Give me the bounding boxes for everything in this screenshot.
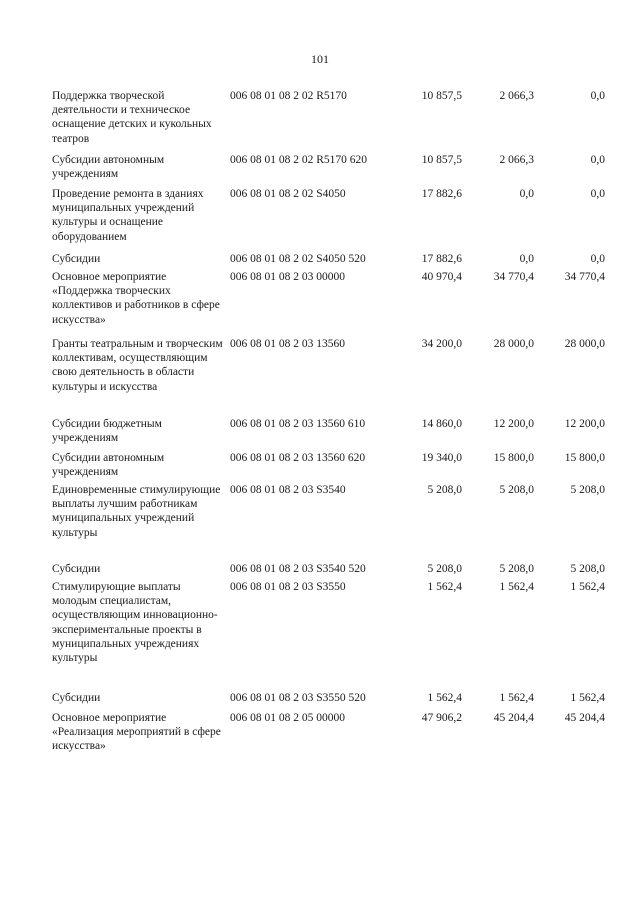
row-value-1: 17 882,6 bbox=[421, 188, 462, 200]
row-code: 006 08 01 08 2 03 00000 bbox=[230, 271, 345, 283]
row-value-3: 0,0 bbox=[590, 188, 605, 200]
row-value-3: 34 770,4 bbox=[564, 271, 605, 283]
row-name: Субсидии bbox=[52, 253, 101, 265]
row-value-2: 28 000,0 bbox=[493, 338, 534, 350]
row-value-2: 15 800,0 bbox=[493, 452, 534, 464]
row-name: Поддержка творческой деятельности и техническое оснащение детских и кукольных театров bbox=[52, 90, 212, 145]
row-value-2: 0,0 bbox=[519, 188, 534, 200]
row-value-2: 0,0 bbox=[519, 253, 534, 265]
row-value-2: 34 770,4 bbox=[493, 271, 534, 283]
row-value-3: 0,0 bbox=[590, 90, 605, 102]
row-value-3: 0,0 bbox=[590, 154, 605, 166]
page-number: 101 bbox=[311, 52, 329, 66]
row-value-1: 17 882,6 bbox=[421, 253, 462, 265]
row-code: 006 08 01 08 2 02 S4050 bbox=[230, 188, 346, 200]
row-value-3: 15 800,0 bbox=[564, 452, 605, 464]
row-code: 006 08 01 08 2 03 S3540 bbox=[230, 484, 346, 496]
row-value-3: 5 208,0 bbox=[570, 563, 605, 575]
row-name: Субсидии автономным учреждениям bbox=[52, 452, 165, 479]
row-value-1: 1 562,4 bbox=[427, 692, 462, 704]
row-code: 006 08 01 08 2 02 R5170 bbox=[230, 90, 347, 102]
row-name: Проведение ремонта в зданиях муниципальных учреждений культуры и оснащение оборудованием bbox=[52, 188, 204, 243]
row-name: Субсидии bbox=[52, 692, 101, 704]
row-value-3: 0,0 bbox=[590, 253, 605, 265]
row-value-1: 40 970,4 bbox=[421, 271, 462, 283]
row-value-1: 14 860,0 bbox=[421, 418, 462, 430]
row-value-2: 5 208,0 bbox=[499, 563, 534, 575]
row-code: 006 08 01 08 2 05 00000 bbox=[230, 712, 345, 724]
row-value-2: 12 200,0 bbox=[493, 418, 534, 430]
row-code: 006 08 01 08 2 03 13560 620 bbox=[230, 452, 366, 464]
row-name: Субсидии bbox=[52, 563, 101, 575]
row-value-1: 34 200,0 bbox=[421, 338, 462, 350]
row-value-2: 2 066,3 bbox=[499, 90, 534, 102]
row-value-1: 10 857,5 bbox=[421, 154, 462, 166]
row-code: 006 08 01 08 2 02 R5170 620 bbox=[230, 154, 368, 166]
row-name: Гранты театральным и творческим коллективам, осуществляющим свою деятельность в области культуры и искусства bbox=[52, 338, 223, 393]
row-code: 006 08 01 08 2 03 S3540 520 bbox=[230, 563, 366, 575]
row-value-3: 45 204,4 bbox=[564, 712, 605, 724]
row-value-1: 10 857,5 bbox=[421, 90, 462, 102]
row-value-3: 1 562,4 bbox=[570, 692, 605, 704]
row-code: 006 08 01 08 2 03 13560 610 bbox=[230, 418, 366, 430]
row-name: Основное мероприятие «Поддержка творческих коллективов и работников в сфере искусства» bbox=[52, 271, 220, 326]
row-value-2: 5 208,0 bbox=[499, 484, 534, 496]
row-value-1: 1 562,4 bbox=[427, 581, 462, 593]
row-name: Субсидии бюджетным учреждениям bbox=[52, 418, 162, 445]
row-value-3: 28 000,0 bbox=[564, 338, 605, 350]
row-code: 006 08 01 08 2 03 13560 bbox=[230, 338, 345, 350]
row-name: Субсидии автономным учреждениям bbox=[52, 154, 165, 181]
row-value-2: 1 562,4 bbox=[499, 581, 534, 593]
row-code: 006 08 01 08 2 02 S4050 520 bbox=[230, 253, 366, 265]
row-value-3: 5 208,0 bbox=[570, 484, 605, 496]
row-value-1: 19 340,0 bbox=[421, 452, 462, 464]
row-name: Основное мероприятие «Реализация мероприятий в сфере искусства» bbox=[52, 712, 221, 753]
row-value-2: 1 562,4 bbox=[499, 692, 534, 704]
row-value-1: 5 208,0 bbox=[427, 484, 462, 496]
row-code: 006 08 01 08 2 03 S3550 bbox=[230, 581, 346, 593]
row-code: 006 08 01 08 2 03 S3550 520 bbox=[230, 692, 366, 704]
row-value-2: 2 066,3 bbox=[499, 154, 534, 166]
row-value-1: 47 906,2 bbox=[421, 712, 462, 724]
row-value-3: 1 562,4 bbox=[570, 581, 605, 593]
row-value-2: 45 204,4 bbox=[493, 712, 534, 724]
row-value-3: 12 200,0 bbox=[564, 418, 605, 430]
row-name: Стимулирующие выплаты молодым специалистам, осуществляющим инновационно-экспериментальные проекты в муниципальных учреждениях культуры bbox=[52, 581, 218, 665]
row-value-1: 5 208,0 bbox=[427, 563, 462, 575]
row-name: Единовременные стимулирующие выплаты лучшим работникам муниципальных учреждений культуры bbox=[52, 484, 221, 539]
